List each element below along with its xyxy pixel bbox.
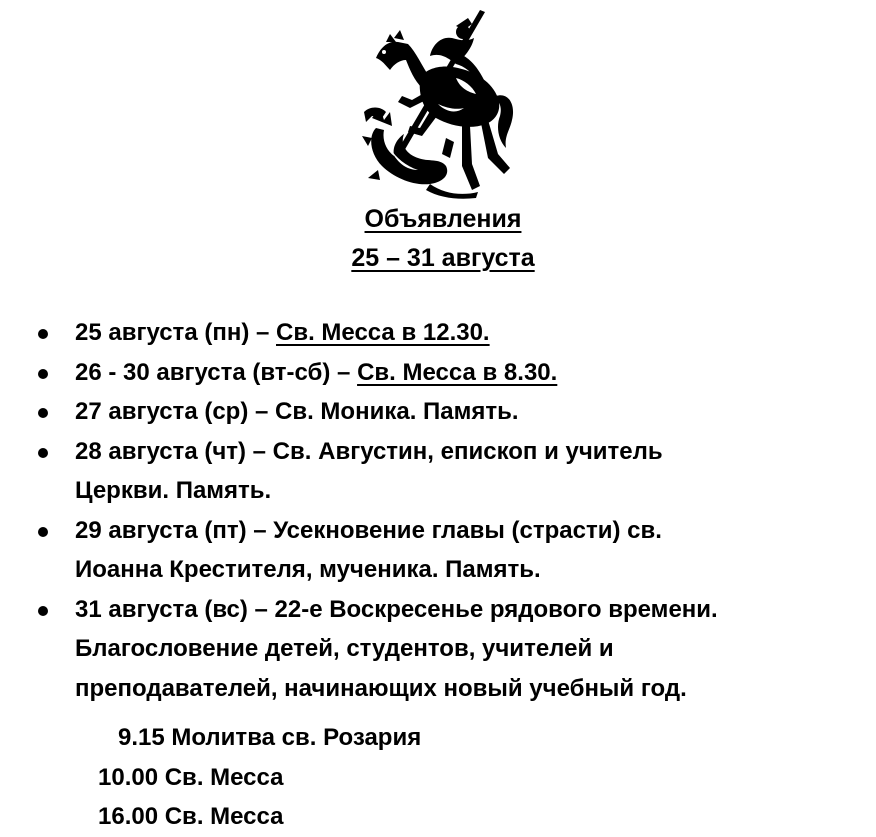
heading-title: Объявления — [364, 205, 522, 233]
item-text: 26 - 30 августа (вт-сб) – — [75, 358, 358, 386]
item-line: Иоанна Крестителя, мученика. Память. — [75, 556, 541, 583]
heading-dates: 25 – 31 августа — [351, 244, 535, 272]
bullet-icon — [38, 527, 48, 537]
item-line: преподавателей, начинающих новый учебный год. — [75, 674, 687, 702]
list-item — [0, 511, 876, 590]
bullet-icon — [38, 369, 48, 379]
announcement-heading — [0, 200, 876, 278]
sunday-schedule — [0, 718, 876, 837]
item-text: 27 августа (ср) – Св. Моника. Память. — [75, 398, 519, 425]
list-item — [0, 432, 876, 511]
list-item — [0, 313, 876, 353]
item-line: Благословение детей, студентов, учителей и — [75, 635, 614, 662]
schedule-item: 9.15 Молитва св. Розария — [118, 724, 422, 751]
item-line: 29 августа (пт) – Усекновение главы (страсти) св. — [75, 516, 662, 544]
item-mass-time: Св. Месса в 8.30. — [357, 358, 558, 386]
bullet-icon — [38, 448, 48, 458]
item-line: Церкви. Память. — [75, 477, 272, 504]
schedule-item: 10.00 Св. Месса — [98, 763, 284, 791]
item-line: 31 августа (вс) – 22-е Воскресенье рядового времени. — [75, 595, 718, 623]
bullet-icon — [38, 408, 48, 418]
item-text: 25 августа (пн) – — [75, 319, 276, 346]
item-line: 28 августа (чт) – Св. Августин, епископ и учитель — [75, 437, 663, 465]
list-item — [0, 392, 876, 432]
item-mass-time: Св. Месса в 12.30. — [276, 319, 490, 346]
bullet-icon — [38, 606, 48, 616]
bullet-icon — [38, 329, 48, 339]
schedule-item: 16.00 Св. Месса — [98, 803, 284, 830]
announcement-list — [0, 313, 876, 708]
list-item — [0, 590, 876, 709]
saint-george-and-dragon-icon — [360, 8, 518, 200]
list-item — [0, 353, 876, 393]
